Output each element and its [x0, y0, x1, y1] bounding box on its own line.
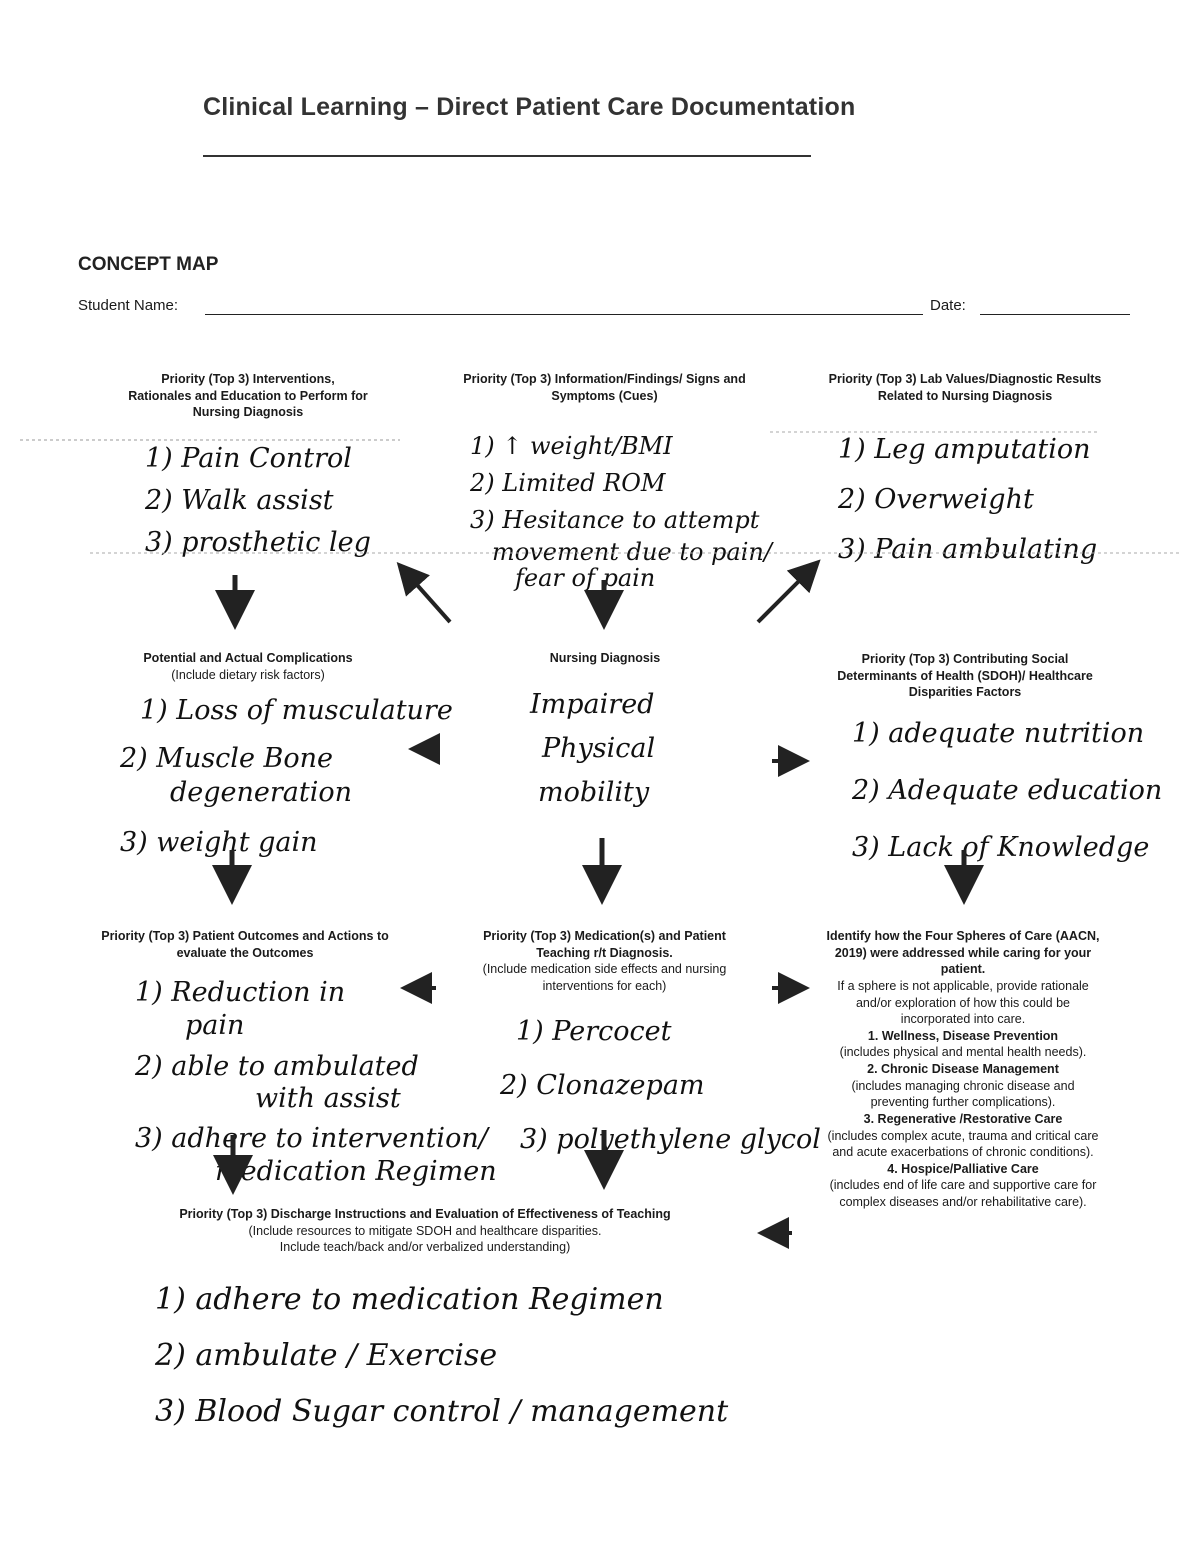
- sphere-1-title: 1. Wellness, Disease Prevention: [867, 1028, 1059, 1043]
- discharge-2: 2) ambulate / Exercise: [155, 1338, 498, 1373]
- finding-3: 3) Hesitance to attempt: [470, 506, 760, 534]
- medication-1: 1) Percocet: [516, 1016, 672, 1047]
- sphere-3-desc: (includes complex acute, trauma and critical care and acute exacerbations of chronic conditions).: [827, 1128, 1099, 1160]
- labs-header: Priority (Top 3) Lab Values/Diagnostic Results Related to Nursing Diagnosis: [828, 372, 1102, 403]
- diagnosis-line-2: Physical: [542, 733, 656, 764]
- sphere-1-desc: (includes physical and mental health needs).: [839, 1045, 1087, 1060]
- discharge-3: 3) Blood Sugar control / management: [155, 1394, 729, 1429]
- lab-1: 1) Leg amputation: [838, 434, 1091, 465]
- finding-2: 2) Limited ROM: [470, 469, 666, 497]
- complication-3: 3) weight gain: [120, 827, 318, 858]
- sdoh-1: 1) adequate nutrition: [852, 718, 1145, 749]
- finding-1: 1) ↑ weight/BMI: [470, 432, 673, 460]
- student-name-label: Student Name:: [78, 297, 179, 314]
- medications-header: Priority (Top 3) Medication(s) and Patient Teaching r/t Diagnosis. (Include medication side effects and nursing interventions for each): [462, 928, 747, 994]
- outcome-2: 2) able to ambulated: [135, 1051, 419, 1082]
- outcome-3: 3) adhere to intervention/: [135, 1123, 488, 1154]
- sphere-3-title: 3. Regenerative /Restorative Care: [863, 1111, 1063, 1126]
- complication-2-cont: degeneration: [170, 777, 353, 808]
- sphere-2-desc: (includes managing chronic disease and preventing further complications).: [851, 1078, 1075, 1110]
- intervention-1: 1) Pain Control: [145, 443, 352, 474]
- medication-3: 3) polyethylene glycol: [520, 1124, 821, 1155]
- complications-header: Potential and Actual Complications (Include dietary risk factors): [108, 650, 388, 683]
- date-label: Date:: [930, 297, 966, 314]
- sphere-2-title: 2. Chronic Disease Management: [867, 1062, 1059, 1076]
- diagnosis-header: Nursing Diagnosis: [549, 651, 661, 665]
- spheres-header: Identify how the Four Spheres of Care (AACN, 2019) were addressed while caring for your patient.: [826, 929, 1100, 977]
- complication-1: 1) Loss of musculature: [140, 695, 453, 726]
- outcome-2-cont: with assist: [255, 1083, 401, 1114]
- arrow-to-labs: [758, 565, 815, 622]
- diagnosis-line-3: mobility: [538, 777, 650, 808]
- diagnosis-line-1: Impaired: [530, 689, 655, 720]
- document-title: Clinical Learning – Direct Patient Care Documentation: [203, 93, 856, 121]
- discharge-1: 1) adhere to medication Regimen: [155, 1282, 664, 1317]
- lab-3: 3) Pain ambulating: [838, 534, 1098, 565]
- spheres-intro: If a sphere is not applicable, provide rationale and/or exploration of how this could be incorporated into care.: [837, 978, 1089, 1027]
- lab-2: 2) Overweight: [838, 484, 1034, 515]
- complications-subheader: (Include dietary risk factors): [171, 667, 325, 682]
- outcome-1-cont: pain: [185, 1010, 245, 1041]
- sphere-4-title: 4. Hospice/Palliative Care: [887, 1161, 1039, 1176]
- findings-header: Priority (Top 3) Information/Findings/ Signs and Symptoms (Cues): [463, 372, 746, 403]
- outcome-1: 1) Reduction in: [135, 977, 346, 1008]
- sphere-4-desc: (includes end of life care and supportive care for complex diseases and/or rehabilitative care).: [829, 1178, 1097, 1209]
- discharge-subheader-1: (Include resources to mitigate SDOH and healthcare disparities.: [248, 1223, 602, 1238]
- intervention-3: 3) prosthetic leg: [145, 527, 371, 558]
- arrow-to-interventions: [402, 568, 450, 622]
- finding-3-cont: movement due to pain/: [492, 538, 772, 566]
- sdoh-2: 2) Adequate education: [852, 775, 1163, 806]
- sdoh-3: 3) Lack of Knowledge: [852, 832, 1150, 863]
- complication-2: 2) Muscle Bone: [120, 743, 333, 774]
- finding-3-cont2: fear of pain: [515, 564, 656, 592]
- intervention-2: 2) Walk assist: [145, 485, 334, 516]
- interventions-header: Priority (Top 3) Interventions, Rationales and Education to Perform for Nursing Diagnosis: [128, 372, 368, 419]
- medication-2: 2) Clonazepam: [500, 1070, 705, 1101]
- medications-subheader: (Include medication side effects and nursing interventions for each): [482, 962, 727, 993]
- sdoh-header: Priority (Top 3) Contributing Social Determinants of Health (SDOH)/ Healthcare Disparities Factors: [837, 652, 1093, 699]
- outcomes-header: Priority (Top 3) Patient Outcomes and Actions to evaluate the Outcomes: [101, 929, 389, 960]
- discharge-subheader-2: Include teach/back and/or verbalized understanding): [279, 1240, 571, 1254]
- section-title: CONCEPT MAP: [78, 254, 219, 275]
- outcome-3-cont: medication Regimen: [215, 1156, 497, 1187]
- discharge-header: Priority (Top 3) Discharge Instructions and Evaluation of Effectiveness of Teaching (Include resources to mitigate SDOH and healthcare disparities. Include teach/back and/or verbalized understanding): [120, 1206, 730, 1256]
